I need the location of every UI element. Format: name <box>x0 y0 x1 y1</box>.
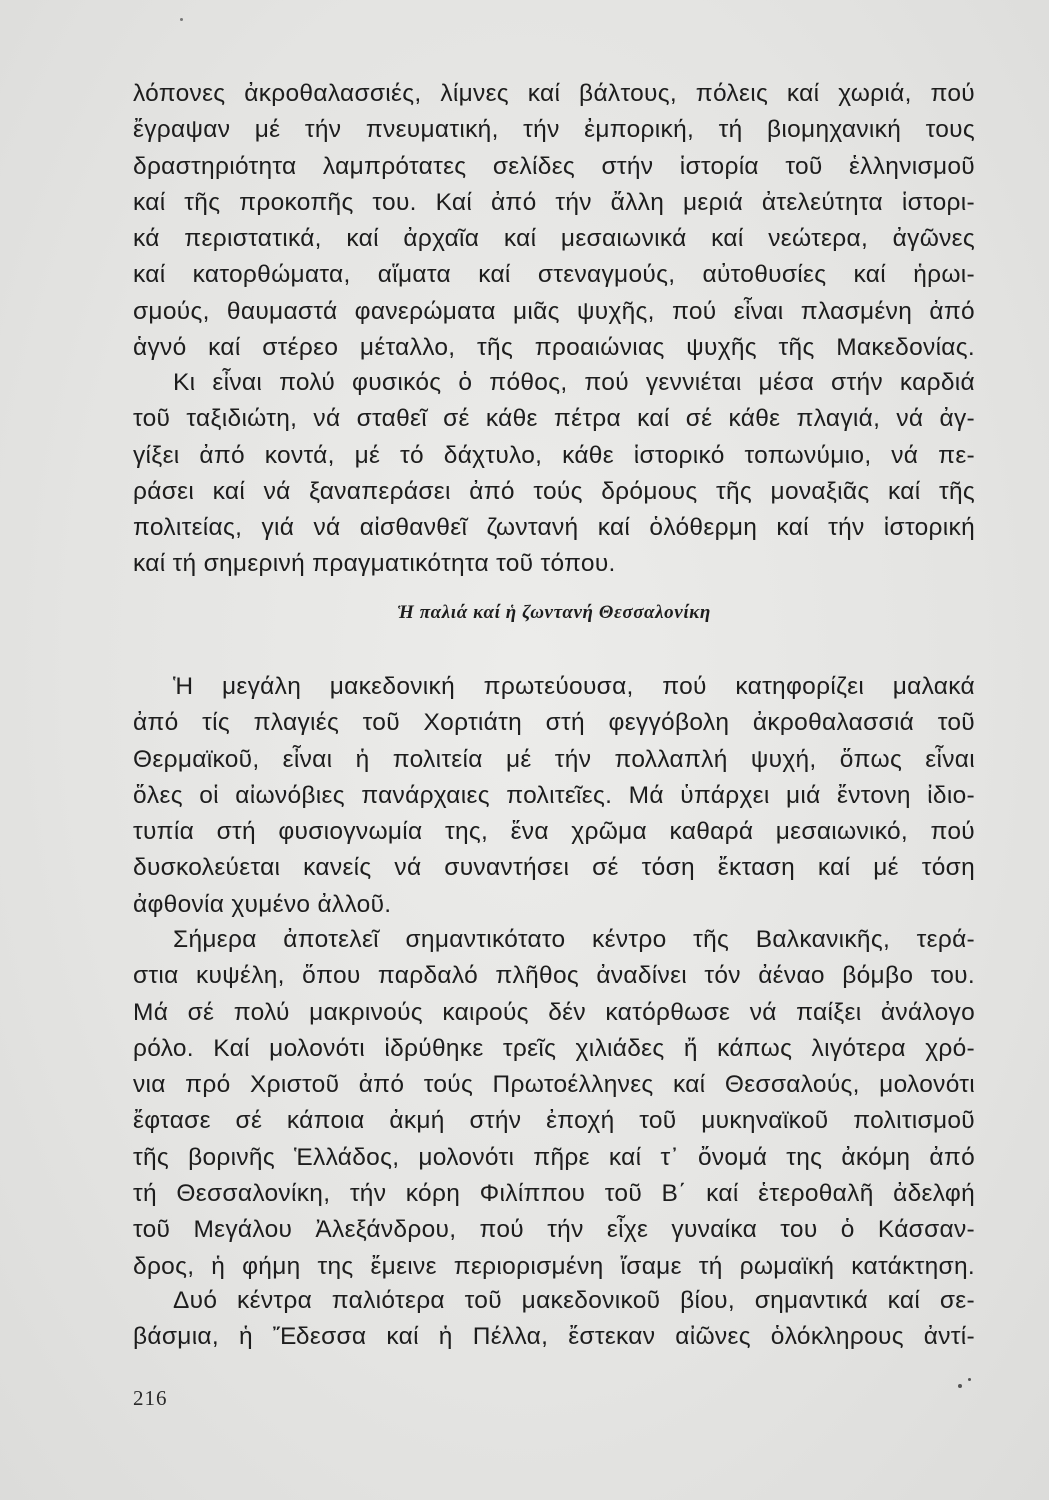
text-line: ἀφθονία χυμένο ἀλλοῦ. <box>133 890 392 918</box>
text-line: Κι εἶναι πολύ φυσικός ὁ πόθος, πού γεννιέται μέσα στήν καρδιά <box>173 369 975 396</box>
text-line: δυσκολεύεται κανείς νά συναντήσει σέ τόση ἔκταση καί μέ τόση <box>133 854 975 882</box>
text-line: Ἡ μεγάλη μακεδονική πρωτεύουσα, πού κατηφορίζει μαλακά <box>173 673 975 700</box>
text-line: τυπία στή φυσιογνωμία της, ἕνα χρῶμα καθαρά μεσαιωνικό, πού <box>133 818 975 846</box>
text-line: ἔφτασε σέ κάποια ἀκμή στήν ἐποχή τοῦ μυκηναϊκοῦ πολιτισμοῦ <box>133 1107 975 1135</box>
text-line: ὅλες οἱ αἰωνόβιες πανάρχαιες πολιτεῖες. Μά ὑπάρχει μιά ἔντονη ἰδιο- <box>133 781 975 809</box>
print-speck <box>958 1384 962 1388</box>
text-line: λόπονες ἀκροθαλασσιές, λίμνες καί βάλτους, πόλεις καί χωριά, πού <box>133 80 975 107</box>
text-line: καί τή σημερινή πραγματικότητα τοῦ τόπου. <box>133 550 616 578</box>
section-heading: Ἡ παλιά καί ἡ ζωντανή Θεσσαλονίκη <box>397 602 711 623</box>
text-line: Μά σέ πολύ μακρινούς καιρούς δέν κατόρθωσε νά παίξει ἀνάλογο <box>133 998 975 1026</box>
paragraph-4 <box>133 922 975 1285</box>
text-line: σμούς, θαυμαστά φανερώματα μιᾶς ψυχῆς, πού εἶναι πλασμένη ἀπό <box>133 297 975 325</box>
text-line: ρόλο. Καί μολονότι ἱδρύθηκε τρεῖς χιλιάδες ἤ κάπως λιγότερα χρό- <box>133 1034 975 1062</box>
text-line: τοῦ Μεγάλου Ἀλεξάνδρου, πού τήν εἶχε γυναίκα του ὁ Κάσσαν- <box>133 1216 975 1244</box>
text-line: πολιτείας, γιά νά αἰσθανθεῖ ζωντανή καί ὁλόθερμη καί τήν ἱστορική <box>133 514 975 542</box>
text-line: ράσει καί νά ξαναπεράσει ἀπό τούς δρόμους τῆς μοναξιᾶς καί τῆς <box>133 477 975 505</box>
print-speck <box>968 1378 971 1381</box>
page-number: 216 <box>133 1386 168 1410</box>
text-line: γίξει ἀπό κοντά, μέ τό δάχτυλο, κάθε ἱστορικό τοπωνύμιο, νά πε- <box>133 441 975 469</box>
text-line: Δυό κέντρα παλιότερα τοῦ μακεδονικοῦ βίου, σημαντικά καί σε- <box>173 1287 975 1314</box>
text-line: κά περιστατικά, καί ἀρχαῖα καί μεσαιωνικά καί νεώτερα, ἀγῶνες <box>133 225 975 253</box>
paragraph-5 <box>133 1283 975 1356</box>
print-speck <box>180 18 183 21</box>
text-line: ἔγραψαν μέ τήν πνευματική, τήν ἐμπορική, τή βιομηχανική τους <box>133 116 975 144</box>
text-line: καί κατορθώματα, αἵματα καί στεναγμούς, αὐτοθυσίες καί ἡρωι- <box>133 261 975 289</box>
paragraph-1 <box>133 76 975 366</box>
text-line: νια πρό Χριστοῦ ἀπό τούς Πρωτοέλληνες καί Θεσσαλούς, μολονότι <box>133 1071 975 1099</box>
text-line: τῆς βορινῆς Ἑλλάδος, μολονότι πῆρε καί τ᾽ ὄνομά της ἀκόμη ἀπό <box>133 1143 975 1171</box>
text-line: ἁγνό καί στέρεο μέταλλο, τῆς προαιώνιας ψυχῆς τῆς Μακεδονίας. <box>133 334 975 362</box>
text-line: ἀπό τίς πλαγιές τοῦ Χορτιάτη στή φεγγόβολη ἀκροθαλασσιά τοῦ <box>133 709 975 737</box>
text-line: καί τῆς προκοπῆς του. Καί ἀπό τήν ἄλλη μεριά ἀτελεύτητα ἱστορι- <box>133 188 975 216</box>
text-line: βάσμια, ἡ Ἔδεσσα καί ἡ Πέλλα, ἔστεκαν αἰῶνες ὁλόκληρους ἀντί- <box>133 1323 975 1351</box>
paragraph-3 <box>133 669 975 923</box>
text-line: στια κυψέλη, ὅπου παρδαλό πλῆθος ἀναδίνει τόν ἀέναο βόμβο του. <box>133 962 975 990</box>
text-line: τή Θεσσαλονίκη, τήν κόρη Φιλίππου τοῦ Β΄ καί ἑτεροθαλῆ ἀδελφή <box>133 1180 975 1208</box>
text-line: Θερμαϊκοῦ, εἶναι ἡ πολιτεία μέ τήν πολλαπλή ψυχή, ὅπως εἶναι <box>133 745 975 773</box>
text-line: τοῦ ταξιδιώτη, νά σταθεῖ σέ κάθε πέτρα καί σέ κάθε πλαγιά, νά ἀγ- <box>133 405 975 433</box>
text-line: δραστηριότητα λαμπρότατες σελίδες στήν ἱστορία τοῦ ἑλληνισμοῦ <box>133 152 975 180</box>
text-line: δρος, ἡ φήμη της ἔμεινε περιορισμένη ἴσαμε τή ρωμαϊκή κατάκτηση. <box>133 1252 975 1280</box>
paragraph-2 <box>133 365 975 583</box>
text-line: Σήμερα ἀποτελεῖ σημαντικότατο κέντρο τῆς Βαλκανικῆς, τερά- <box>173 926 975 953</box>
